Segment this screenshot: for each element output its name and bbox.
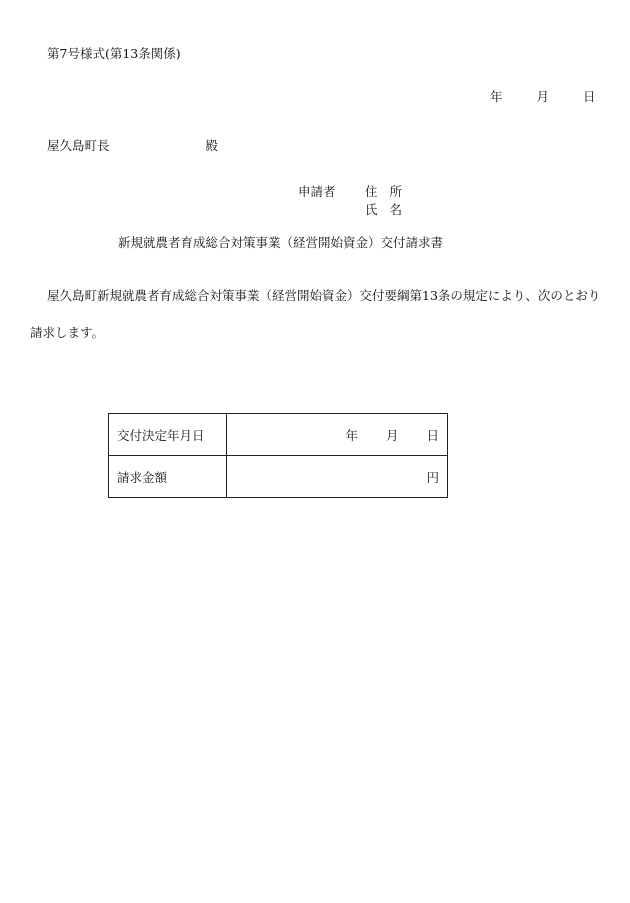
name-label-char-2: 名 [389,202,403,217]
date-month-label: 月 [536,89,550,104]
date-day-label: 日 [583,89,596,104]
applicant-name-label [365,204,402,217]
decision-date-field[interactable] [227,414,448,456]
addressee-name: 屋久島町長 [47,138,110,153]
address-label-char-2: 所 [389,184,403,199]
submission-date [490,91,596,104]
decision-date-label: 交付決定年月日 [109,414,227,456]
claim-amount-unit: 円 [426,469,439,485]
addressee-honorific: 殿 [205,138,219,153]
table-row-claim-amount [109,456,448,498]
name-label-char-1: 氏 [365,202,378,217]
applicant-address-label [365,186,402,199]
decision-date-day: 日 [426,427,439,443]
claim-amount-field[interactable] [227,456,448,498]
claim-amount-label: 請求金額 [109,456,227,498]
date-year-label: 年 [490,89,503,104]
document-title: 新規就農者育成総合対策事業（経営開始資金）交付請求書 [118,235,444,250]
form-number-label: 第7号様式(第13条関係) [47,46,181,61]
decision-date-year: 年 [345,427,358,443]
addressee [47,140,218,153]
table-row-decision-date [109,414,448,456]
body-text-line-2: 請求します。 [30,325,105,340]
applicant-label: 申請者 [298,184,336,199]
address-label-char-1: 住 [365,184,378,199]
decision-date-month: 月 [385,427,399,443]
claim-table [108,413,448,498]
body-text-line-1: 屋久島町新規就農者育成総合対策事業（経営開始資金）交付要綱第13条の規定により、次のとおり [47,288,601,303]
